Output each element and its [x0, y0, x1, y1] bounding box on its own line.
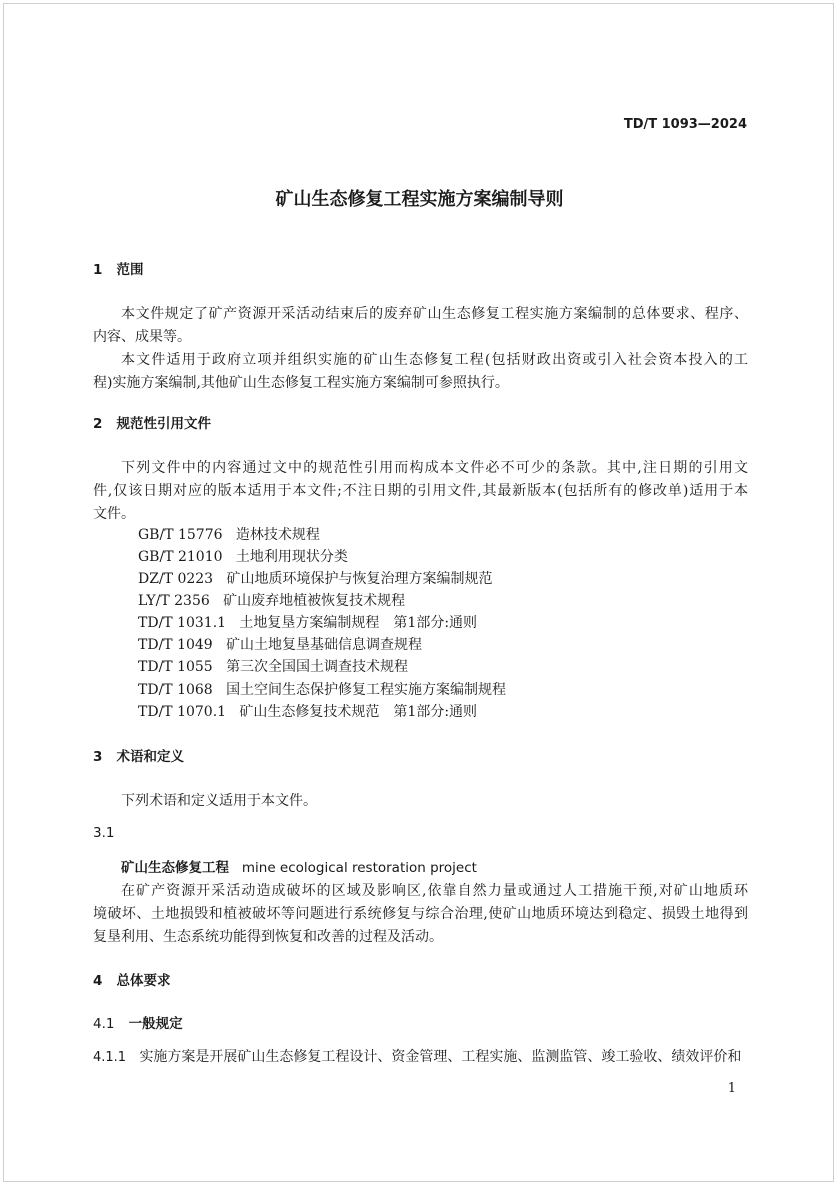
section-number: 2 — [93, 416, 103, 432]
paragraph-line: 下列术语和定义适用于本文件。 — [121, 793, 317, 809]
ref-code: GB/T 21010 — [138, 549, 223, 565]
reference-item — [138, 592, 405, 610]
ref-title: 矿山生态修复技术规范 第1部分:通则 — [239, 704, 478, 720]
definition-line: 复垦利用、生态系统功能得到恢复和改善的过程及活动。 — [93, 929, 443, 945]
clause-4-1-1 — [93, 1048, 748, 1067]
ref-title: 第三次全国国土调查技术规程 — [226, 659, 409, 675]
section-3-heading — [93, 748, 184, 766]
clause-number: 4.1.1 — [93, 1050, 127, 1065]
ref-code: TD/T 1068 — [138, 682, 213, 698]
definition-line: 在矿产资源开采活动造成破坏的区域及影响区,依靠自然力量或通过人工措施干预,对矿山地质环 — [121, 883, 748, 899]
ref-title: 土地复垦方案编制规程 第1部分:通则 — [239, 615, 478, 631]
section-number: 1 — [93, 262, 103, 278]
reference-item — [138, 703, 477, 721]
section-number: 3 — [93, 749, 103, 765]
ref-title: 土地利用现状分类 — [235, 549, 348, 565]
paragraph-line: 内容、成果等。 — [93, 329, 191, 345]
ref-title: 造林技术规程 — [235, 527, 320, 543]
ref-code: LY/T 2356 — [138, 593, 210, 609]
section-number: 4 — [93, 973, 103, 989]
term-number: 3.1 — [93, 825, 115, 841]
reference-item — [138, 614, 477, 632]
page-number: 1 — [727, 1081, 736, 1096]
reference-item — [138, 681, 506, 699]
standard-code: TD/T 1093—2024 — [623, 117, 747, 132]
reference-item — [138, 548, 348, 566]
page-border — [3, 3, 834, 1182]
section-1-heading — [93, 261, 144, 279]
ref-code: DZ/T 0223 — [138, 571, 214, 587]
paragraph-line: 件,仅该日期对应的版本适用于本文件;不注日期的引用文件,其最新版本(包括所有的修改单)适用于本 — [93, 483, 748, 499]
section-2-heading — [93, 415, 211, 433]
paragraph-line: 程)实施方案编制,其他矿山生态修复工程实施方案编制可参照执行。 — [93, 375, 509, 391]
section-title: 总体要求 — [116, 973, 171, 989]
ref-title: 矿山废弃地植被恢复技术规程 — [223, 593, 406, 609]
subsection-4-1-heading — [93, 1015, 183, 1033]
term-chinese: 矿山生态修复工程 — [121, 860, 229, 876]
paragraph-line: 本文件适用于政府立项并组织实施的矿山生态修复工程(包括财政出资或引入社会资本投入的工 — [121, 352, 748, 368]
term-entry — [121, 859, 477, 877]
clause-text: 实施方案是开展矿山生态修复工程设计、资金管理、工程实施、监测监管、竣工验收、绩效评价和 — [139, 1049, 742, 1065]
page-title: 矿山生态修复工程实施方案编制导则 — [275, 189, 564, 210]
term-english: mine ecological restoration project — [241, 860, 477, 876]
reference-item — [138, 570, 492, 588]
ref-title: 矿山土地复垦基础信息调查规程 — [226, 637, 423, 653]
ref-title: 矿山地质环境保护与恢复治理方案编制规范 — [226, 571, 493, 587]
ref-code: TD/T 1049 — [138, 637, 213, 653]
section-title: 一般规定 — [128, 1016, 183, 1032]
reference-item — [138, 658, 408, 676]
section-number: 4.1 — [93, 1016, 115, 1032]
definition-line: 境破坏、土地损毁和植被破坏等问题进行系统修复与综合治理,使矿山地质环境达到稳定、损毁土地得到 — [93, 906, 748, 922]
ref-code: GB/T 15776 — [138, 527, 223, 543]
ref-code: TD/T 1031.1 — [138, 615, 227, 631]
reference-item — [138, 526, 320, 544]
ref-title: 国土空间生态保护修复工程实施方案编制规程 — [226, 682, 507, 698]
reference-item — [138, 636, 422, 654]
section-4-heading — [93, 972, 171, 990]
section-title: 范围 — [116, 262, 144, 278]
ref-code: TD/T 1055 — [138, 659, 213, 675]
ref-code: TD/T 1070.1 — [138, 704, 227, 720]
paragraph-line: 本文件规定了矿产资源开采活动结束后的废弃矿山生态修复工程实施方案编制的总体要求、程序、 — [121, 306, 748, 322]
paragraph-line: 下列文件中的内容通过文中的规范性引用而构成本文件必不可少的条款。其中,注日期的引用文 — [121, 460, 748, 476]
section-title: 规范性引用文件 — [116, 416, 212, 432]
paragraph-line: 文件。 — [93, 506, 135, 522]
section-title: 术语和定义 — [116, 749, 185, 765]
